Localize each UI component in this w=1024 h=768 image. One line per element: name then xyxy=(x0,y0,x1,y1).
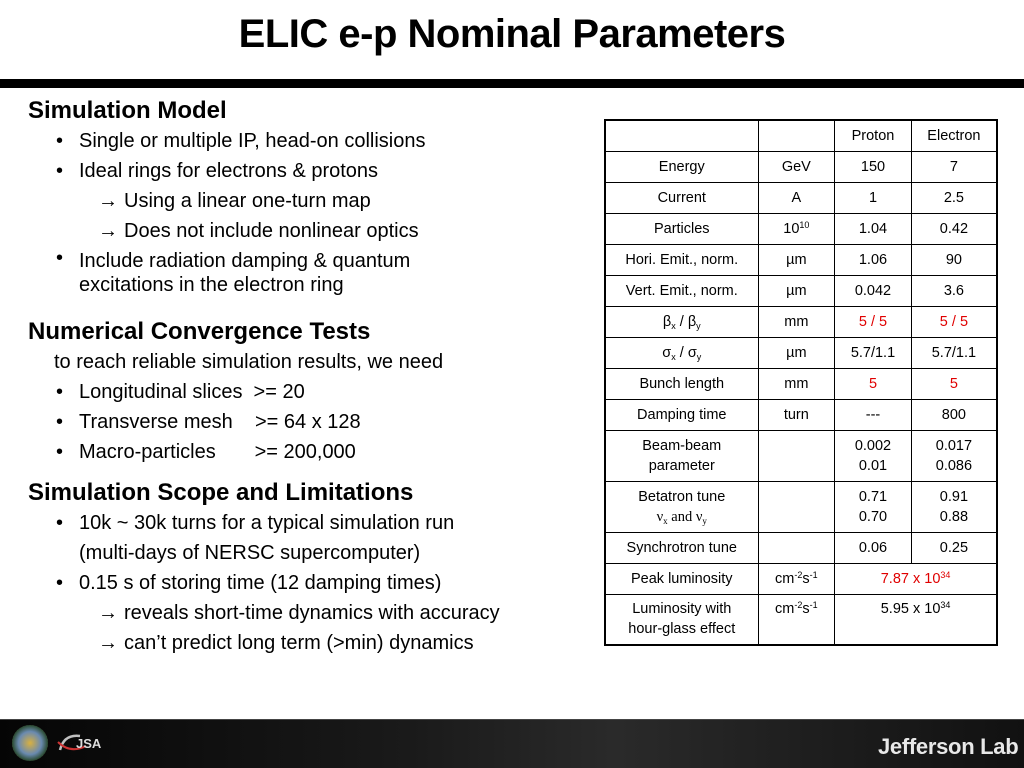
table-header-row xyxy=(605,120,997,151)
proton-cell: 5.7/1.1 xyxy=(835,337,912,368)
unit-cell: GeV xyxy=(758,151,835,182)
proton-cell: 0.002 0.01 xyxy=(835,430,912,481)
proton-cell: --- xyxy=(835,399,912,430)
arrow-right-icon: → xyxy=(98,632,118,654)
slide-title: ELIC e-p Nominal Parameters xyxy=(238,12,786,56)
bullet-icon: • xyxy=(56,160,64,182)
list-item: • Include radiation damping & quantum excitations in the electron ring xyxy=(56,247,411,296)
header-cell xyxy=(758,120,835,151)
electron-cell: 0.91 0.88 xyxy=(911,481,997,532)
unit-cell: µm xyxy=(758,337,835,368)
electron-cell: 0.017 0.086 xyxy=(911,430,997,481)
electron-cell: 0.42 xyxy=(911,213,997,244)
unit-cell: turn xyxy=(758,399,835,430)
electron-cell: 5.7/1.1 xyxy=(911,337,997,368)
unit-cell: A xyxy=(758,182,835,213)
electron-cell: 7 xyxy=(911,151,997,182)
param-cell: Damping time xyxy=(605,399,758,430)
svg-text:JSA: JSA xyxy=(76,736,102,751)
unit-cell: µm xyxy=(758,244,835,275)
sub-list-item: → reveals short-time dynamics with accuracy xyxy=(28,598,588,628)
proton-cell: 0.71 0.70 xyxy=(835,481,912,532)
list-item-continuation: (multi-days of NERSC supercomputer) xyxy=(79,542,421,564)
table-row xyxy=(605,151,997,182)
param-cell: $\sigma_x / \sigma_y$ xyxy=(605,337,758,368)
table-row xyxy=(605,275,997,306)
bullet-icon: • xyxy=(56,130,64,152)
list-item: • 0.15 s of storing time (12 damping times) xyxy=(28,568,588,598)
bullet-icon: • xyxy=(56,381,64,403)
table-row xyxy=(605,594,997,645)
unit-cell: $10^{10}$ xyxy=(758,213,835,244)
param-cell: Luminosity with hour-glass effect xyxy=(605,594,758,645)
unit-cell xyxy=(758,481,835,532)
footer-bar xyxy=(0,720,1024,768)
list-item: • 10k ~ 30k turns for a typical simulation run xyxy=(28,508,588,538)
param-cell: Beam-beam parameter xyxy=(605,430,758,481)
unit-cell: $cm^{-2}s^{-1}$ xyxy=(758,594,835,645)
sub-list-item: → can’t predict long term (>min) dynamics xyxy=(28,628,588,658)
param-cell: $\beta_x / \beta_y$ xyxy=(605,306,758,337)
unit-cell: mm xyxy=(758,368,835,399)
list-item: • Transverse mesh >= 64 x 128 xyxy=(28,407,588,437)
arrow-right-icon: → xyxy=(98,190,118,212)
intro-text: to reach reliable simulation results, we need xyxy=(54,351,444,373)
electron-cell: 3.6 xyxy=(911,275,997,306)
table-row xyxy=(605,337,997,368)
arrow-right-icon: → xyxy=(98,602,118,624)
proton-cell: 0.06 xyxy=(835,532,912,563)
arrow-right-icon: → xyxy=(98,220,118,242)
electron-cell: 5 xyxy=(911,368,997,399)
header-cell xyxy=(605,120,758,151)
bullet-icon: • xyxy=(56,247,64,269)
header-electron: Electron xyxy=(911,120,997,151)
table-row xyxy=(605,532,997,563)
param-cell: Energy xyxy=(605,151,758,182)
param-cell: Current xyxy=(605,182,758,213)
heading-convergence-tests: Numerical Convergence Tests xyxy=(28,318,371,345)
param-cell: Hori. Emit., norm. xyxy=(605,244,758,275)
title-divider xyxy=(0,79,1024,88)
param-cell: Synchrotron tune xyxy=(605,532,758,563)
unit-cell: $cm^{-2}s^{-1}$ xyxy=(758,563,835,594)
table-row xyxy=(605,430,997,481)
unit-cell: µm xyxy=(758,275,835,306)
list-item: • Ideal rings for electrons & protons xyxy=(28,156,588,186)
electron-cell: 800 xyxy=(911,399,997,430)
param-cell: Particles xyxy=(605,213,758,244)
unit-cell: mm xyxy=(758,306,835,337)
heading-scope-limitations: Simulation Scope and Limitations xyxy=(28,479,414,506)
electron-cell: 2.5 xyxy=(911,182,997,213)
proton-cell: 1 xyxy=(835,182,912,213)
param-cell: Peak luminosity xyxy=(605,563,758,594)
table-row xyxy=(605,244,997,275)
bullet-icon: • xyxy=(56,572,64,594)
jefferson-lab-logo: Jefferson Lab xyxy=(878,734,1019,759)
bullet-icon: • xyxy=(56,512,64,534)
list-item: • Longitudinal slices >= 20 xyxy=(28,377,588,407)
bullet-icon: • xyxy=(56,441,64,463)
electron-cell: 90 xyxy=(911,244,997,275)
bullet-icon: • xyxy=(56,411,64,433)
param-cell: Vert. Emit., norm. xyxy=(605,275,758,306)
electron-cell: 0.25 xyxy=(911,532,997,563)
table-row xyxy=(605,399,997,430)
list-item: • Single or multiple IP, head-on collisions xyxy=(28,126,588,156)
electron-cell: 5 / 5 xyxy=(911,306,997,337)
table-row xyxy=(605,182,997,213)
luminosity-cell: 7.87 x $10^{34}$ xyxy=(835,563,997,594)
left-content xyxy=(28,96,588,658)
proton-cell: 5 / 5 xyxy=(835,306,912,337)
proton-cell: 1.04 xyxy=(835,213,912,244)
sub-list-item: → Using a linear one-turn map xyxy=(28,186,588,216)
param-cell: Betatron tune $\nu_x$ and $\nu_y$ xyxy=(605,481,758,532)
param-cell: Bunch length xyxy=(605,368,758,399)
table-row xyxy=(605,306,997,337)
proton-cell: 1.06 xyxy=(835,244,912,275)
sub-list-item: → Does not include nonlinear optics xyxy=(28,216,588,246)
proton-cell: 5 xyxy=(835,368,912,399)
parameters-table xyxy=(604,119,998,646)
table-row xyxy=(605,481,997,532)
unit-cell xyxy=(758,532,835,563)
luminosity-cell: 5.95 x $10^{34}$ xyxy=(835,594,997,645)
header-proton: Proton xyxy=(835,120,912,151)
table-row xyxy=(605,563,997,594)
table-row xyxy=(605,213,997,244)
doe-seal-icon xyxy=(12,725,48,761)
proton-cell: 150 xyxy=(835,151,912,182)
table-row xyxy=(605,368,997,399)
jsa-logo xyxy=(56,728,106,758)
list-item: • Macro-particles >= 200,000 xyxy=(28,437,588,467)
proton-cell: 0.042 xyxy=(835,275,912,306)
heading-simulation-model: Simulation Model xyxy=(28,97,227,124)
unit-cell xyxy=(758,430,835,481)
